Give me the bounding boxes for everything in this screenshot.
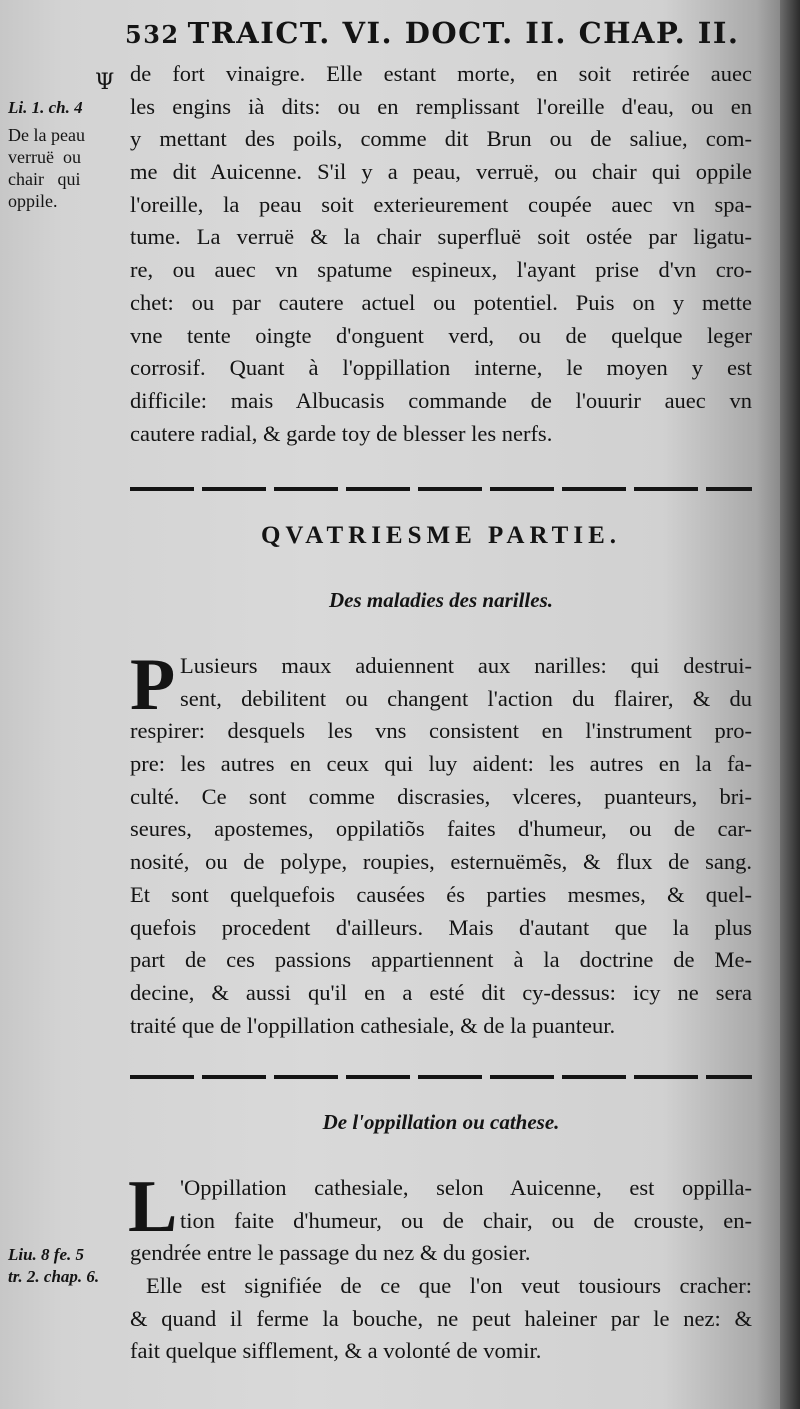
text-line: tume. La verruë & la chair superfluë soit ostée par ligatu-: [130, 224, 752, 250]
text-line: sent, debilitent ou changent l'action du flairer, & du: [180, 685, 752, 711]
text-line: quefois procedent d'ailleurs. Mais d'autant que la plus: [130, 914, 752, 940]
running-header: [125, 16, 750, 50]
text-line: gendrée entre le passage du nez & du gosier.: [130, 1240, 531, 1266]
text-line: pre: les autres en ceux qui luy aident: les autres en la fa-: [130, 751, 752, 777]
margin-note-reference-1: Li. 1. ch. 4: [8, 98, 83, 117]
text-line: 'Oppillation cathesiale, selon Auicenne, est oppilla-: [180, 1175, 752, 1200]
text-line: l'oreille, la peau soit exterieurement coupée auec vn spa-: [130, 191, 752, 217]
text-line: nosité, ou de polype, roupies, esternuëmẽs, & flux de sang.: [130, 849, 752, 875]
text-line: cautere radial, & garde toy de blesser les nerfs.: [130, 420, 553, 446]
divider-rule: [130, 487, 752, 491]
text-line: corrosif. Quant à l'oppillation interne, le moyen y est: [130, 355, 752, 381]
paragraph-nostril-diseases: [130, 644, 752, 1042]
text-line: seures, apostemes, oppilatiõs faites d'humeur, ou de car-: [130, 816, 752, 842]
text-line: part de ces passions appartiennent à la doctrine de Me-: [130, 947, 752, 973]
paragraph-ear-continuation: [130, 58, 752, 450]
marginal-symbol: Ψ: [95, 70, 115, 95]
text-line: decine, & aussi qu'il en a esté dit cy-dessus: icy ne sera: [130, 979, 752, 1005]
text-line: re, ou auec vn spatume espineux, l'ayant prise d'vn cro-: [130, 257, 752, 283]
book-gutter-shadow: [780, 0, 800, 1409]
divider-rule: [130, 1075, 752, 1079]
text-line: traité que de l'oppillation cathesiale, & de la puanteur.: [130, 1012, 616, 1038]
text-line: fait quelque sifflement, & a volonté de vomir.: [130, 1338, 542, 1364]
drop-cap-l: L: [128, 1166, 178, 1248]
drop-cap-p: P: [130, 644, 176, 726]
page-number: 532: [125, 20, 180, 49]
text-line: Lusieurs maux aduiennent aux narilles: qui destrui-: [180, 653, 752, 678]
text-line: Elle est signifiée de ce que l'on veut tousiours cracher:: [146, 1273, 752, 1299]
text-line: chet: ou par cautere actuel ou potentiel. Puis on y mette: [130, 289, 752, 315]
text-line: tion faite d'humeur, ou de chair, ou de crouste, en-: [180, 1207, 752, 1233]
paragraph-oppilation: [128, 1166, 752, 1368]
section-subtitle: Des maladies des narilles.: [329, 588, 553, 612]
section-title: QVATRIESME PARTIE.: [260, 522, 621, 549]
text-line: difficile: mais Albucasis commande de l'ouurir auec vn: [130, 387, 752, 413]
text-line: y mettant des poils, comme dit Brun ou de saliue, com-: [130, 126, 752, 152]
text-line: les engins ià dits: ou en remplissant l'oreille d'eau, ou en: [130, 93, 752, 119]
text-line: vne tente oingte d'onguent verd, ou de quelque leger: [130, 322, 752, 348]
text-line: & quand il ferme la bouche, ne peut haleiner par le nez: &: [130, 1305, 752, 1331]
margin-note-skin-wart: De la peau verruë ou chair qui oppile.: [8, 125, 85, 211]
section-subtitle: De l'oppillation ou cathese.: [322, 1110, 560, 1134]
header-title: TRAICT. VI. DOCT. II. CHAP. II.: [187, 16, 740, 50]
margin-note-reference-2: Liu. 8 fe. 5 tr. 2. chap. 6.: [8, 1245, 100, 1286]
text-line: me dit Auicenne. S'il y a peau, verruë, ou chair qui oppile: [130, 159, 752, 185]
text-line: Et sont quelquefois causées és parties mesmes, & quel-: [130, 881, 752, 907]
text-line: culté. Ce sont comme discrasies, vlceres, puanteurs, bri-: [130, 783, 752, 809]
text-line: respirer: desquels les vns consistent en l'instrument pro-: [130, 718, 752, 744]
text-line: de fort vinaigre. Elle estant morte, en soit retirée auec: [130, 61, 752, 86]
